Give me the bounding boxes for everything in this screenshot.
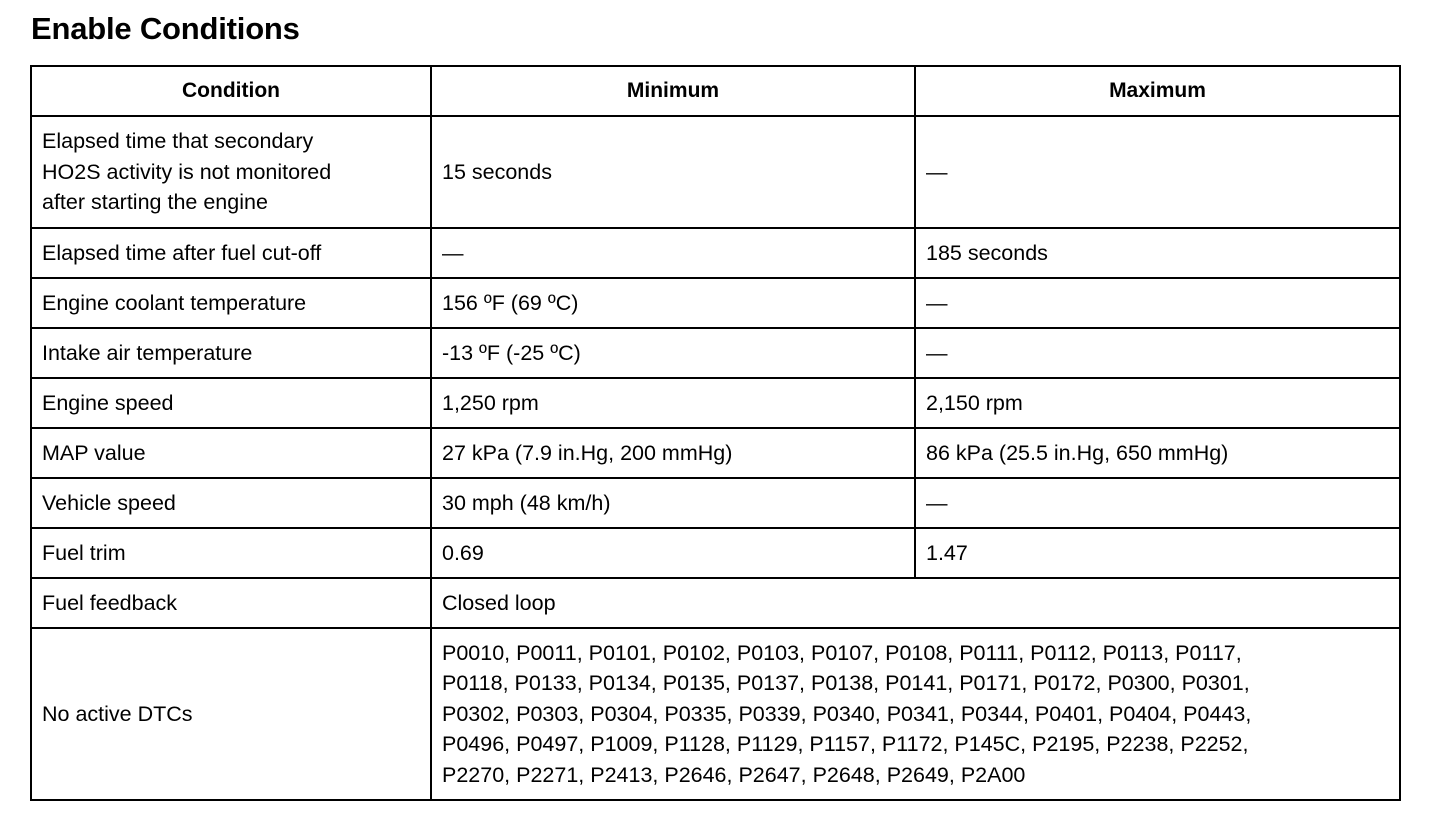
minimum-cell: 1,250 rpm <box>431 378 915 428</box>
maximum-cell: — <box>915 478 1400 528</box>
condition-cell: Engine coolant temperature <box>31 278 431 328</box>
maximum-cell: — <box>915 116 1400 228</box>
minimum-cell: — <box>431 228 915 278</box>
condition-cell: MAP value <box>31 428 431 478</box>
header-condition: Condition <box>31 66 431 116</box>
condition-cell: Intake air temperature <box>31 328 431 378</box>
maximum-cell: 2,150 rpm <box>915 378 1400 428</box>
dtc-list: P0010, P0011, P0101, P0102, P0103, P0107, P0108, P0111, P0112, P0113, P0117, P0118, P0133, P0134, P0135, P0137, P0138, P0141, P0171, P0172, P0300, P0301, P0302, P0303, P0304, P0335, P0339, P0340, P0341, P0344, P0401, P0404, P0443, P0496, P0497, P1009, P1128, P1129, P1157, P1172, P145C, P2195, P2238, P2252, P2270, P2271, P2413, P2646, P2647, P2648, P2649, P2A00 <box>431 628 1400 800</box>
maximum-cell: 1.47 <box>915 528 1400 578</box>
fuel-feedback-value: Closed loop <box>431 578 1400 628</box>
header-minimum: Minimum <box>431 66 915 116</box>
condition-cell: No active DTCs <box>31 628 431 800</box>
minimum-cell: 27 kPa (7.9 in.Hg, 200 mmHg) <box>431 428 915 478</box>
condition-cell: Engine speed <box>31 378 431 428</box>
condition-cell: Elapsed time after fuel cut-off <box>31 228 431 278</box>
table-row <box>31 278 1400 328</box>
table-row <box>31 328 1400 378</box>
table-header-row <box>31 66 1400 116</box>
minimum-cell: 30 mph (48 km/h) <box>431 478 915 528</box>
minimum-cell: 15 seconds <box>431 116 915 228</box>
table-row <box>31 428 1400 478</box>
condition-cell: Fuel feedback <box>31 578 431 628</box>
table-row <box>31 478 1400 528</box>
minimum-cell: -13 ºF (-25 ºC) <box>431 328 915 378</box>
header-maximum: Maximum <box>915 66 1400 116</box>
table-row <box>31 116 1400 228</box>
condition-cell: Elapsed time that secondary HO2S activity is not monitored after starting the engine <box>31 116 431 228</box>
enable-conditions-table <box>30 65 1401 801</box>
maximum-cell: 86 kPa (25.5 in.Hg, 650 mmHg) <box>915 428 1400 478</box>
table-row <box>31 378 1400 428</box>
minimum-cell: 156 ºF (69 ºC) <box>431 278 915 328</box>
maximum-cell: 185 seconds <box>915 228 1400 278</box>
maximum-cell: — <box>915 328 1400 378</box>
table-row-dtcs <box>31 628 1400 800</box>
table-row <box>31 528 1400 578</box>
maximum-cell: — <box>915 278 1400 328</box>
table-row-fuel-feedback <box>31 578 1400 628</box>
condition-cell: Vehicle speed <box>31 478 431 528</box>
page-title: Enable Conditions <box>31 11 300 46</box>
table-row <box>31 228 1400 278</box>
condition-cell: Fuel trim <box>31 528 431 578</box>
minimum-cell: 0.69 <box>431 528 915 578</box>
